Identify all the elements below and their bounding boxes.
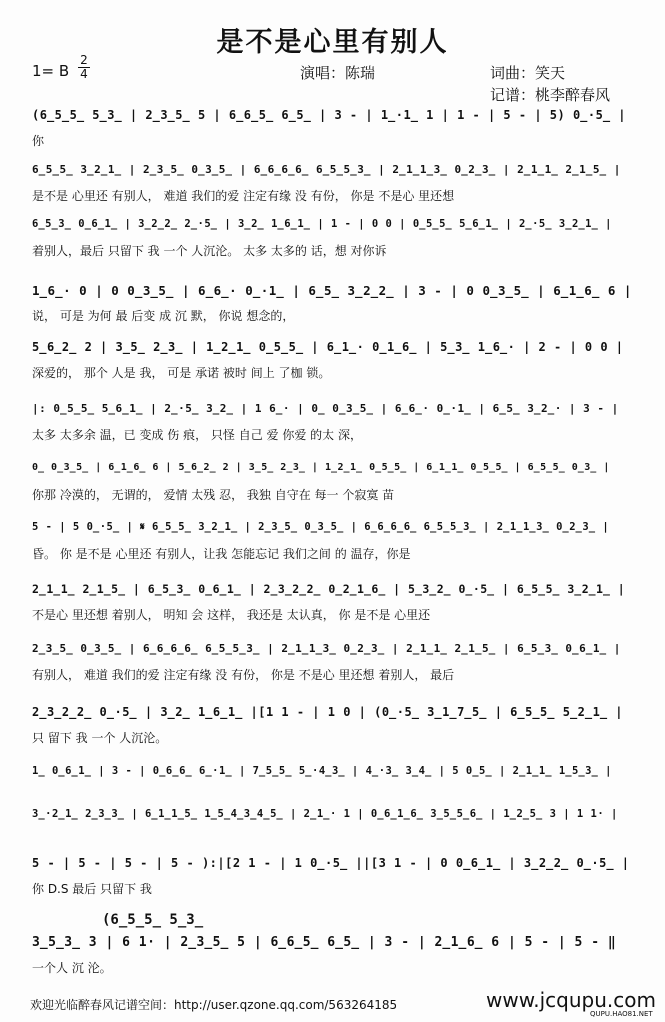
score-notes: 5 - | 5 - | 5 - | 5 - ):|[2 1 - | 1 0̲·5̲ ||[3 1 - | 0 0̲6̲1̲ | 3̲2̲2̲ 0̲·5̲ | (32, 856, 630, 870)
footer-watermark: www.jcqupu.com (486, 988, 656, 1012)
score-lyrics: 是不是 心里还 有别人， 难道 我们的爱 注定有缘 没 有份， 你是 不是心 里还想 (32, 189, 455, 203)
score-notes: 2̲1̲1̲ 2̲1̲5̲ | 6̲5̲3̲ 0̲6̲1̲ | 2̲3̲2̲2̲ 0̲2̲1̲6̲ | 5̲3̲2̲ 0̲·5̲ | 6̲5̲5̲ 3̲2̲1̲ | (32, 582, 626, 596)
score-lyrics: 太多 太多余 温，已 变成 伤 痕， 只怪 自己 爱 你爱 的太 深， (32, 428, 362, 442)
score-notes: 1̲6̲· 0 | 0 0̲3̲5̲ | 6̲6̲· 0̲·1̲ | 6̲5̲ 3̲2̲2̲ | 3 - | 0 0̲3̲5̲ | 6̲1̲6̲ 6 | (32, 283, 632, 298)
transcriber-credit: 记谱：桃李醉春风 (490, 86, 611, 104)
key-signature: 1= B (32, 62, 70, 80)
score-notes: 6̲5̲5̲ 3̲2̲1̲ | 2̲3̲5̲ 0̲3̲5̲ | 6̲6̲6̲6̲ 6̲5̲5̲3̲ | 2̲1̲1̲3̲ 0̲2̲3̲ | 2̲1̲1̲ 2̲1̲5̲ | (32, 163, 621, 176)
page-title: 是不是心里有别人 (216, 27, 449, 58)
footer-website-text: 欢迎光临醉春风记谱空间：http://user.qzone.qq.com/563264185 (30, 998, 398, 1012)
score-lyrics: 着别人，最后 只留下 我 一个 人沉沦。 太多 太多的 话，想 对你诉 (32, 244, 387, 258)
score-notes: 6̲5̲3̲ 0̲6̲1̲ | 3̲2̲2̲ 2̲·5̲ | 3̲2̲ 1̲6̲1̲ | 1 - | 0 0 | 0̲5̲5̲ 5̲6̲1̲ | 2̲·5̲ 3̲2̲1̲ | (32, 218, 612, 230)
score-lyrics: 有别人， 难道 我们的爱 注定有缘 没 有份， 你是 不是心 里还想 着别人， 最后 (32, 668, 455, 682)
score-notes: 5 - | 5 0̲·5̲ | 𝄋 6̲5̲5̲ 3̲2̲1̲ | 2̲3̲5̲ 0̲3̲5̲ | 6̲6̲6̲6̲ 6̲5̲5̲3̲ | 2̲1̲1̲3̲ 0̲2̲3̲ | (32, 521, 610, 533)
score-notes: 1̲ 0̲6̲1̲ | 3 - | 0̲6̲6̲ 6̲·1̲ | 7̲5̲5̲ 5̲·4̲3̲ | 4̲·3̲ 3̲4̲ | 5 0̲5̲ | 2̲1̲1̲ 1̲5̲3̲ | (32, 765, 612, 777)
footer-small-watermark: QUPU.HAO81.NET (590, 1010, 653, 1018)
score-lyrics: 深爱的， 那个 人是 我， 可是 承诺 被时 间上 了枷 锁。 (32, 366, 331, 380)
score-lyrics: 昏。 你 是不是 心里还 有别人，让我 怎能忘记 我们之间 的 温存，你是 (32, 547, 411, 561)
score-notes: 2̲3̲2̲2̲ 0̲·5̲ | 3̲2̲ 1̲6̲1̲ |[1 1 - | 1 0 | (0̲·5̲ 3̲1̲7̲5̲ | 6̲5̲5̲ 5̲2̲1̲ | (32, 705, 624, 719)
singer-credit: 演唱：陈瑞 (300, 64, 376, 82)
time-signature-bottom: 4 (80, 67, 88, 81)
score-lyrics: 说， 可是 为何 最 后变 成 沉 默， 你说 想念的， (32, 309, 295, 323)
score-notes: 0̲ 0̲3̲5̲ | 6̲1̲6̲ 6 | 5̲6̲2̲ 2 | 3̲5̲ 2̲3̲ | 1̲2̲1̲ 0̲5̲5̲ | 6̲1̲1̲ 0̲5̲5̲ | 6̲5̲5̲ 0̲3̲ | (32, 462, 610, 473)
score-notes: |: 0̲5̲5̲ 5̲6̲1̲ | 2̲·5̲ 3̲2̲ | 1 6̲· | 0̲ 0̲3̲5̲ | 6̲6̲· 0̲·1̲ | 6̲5̲ 3̲2̲· | 3 - | (32, 402, 619, 415)
score-notes: 3̲·2̲1̲ 2̲3̲3̲ | 6̲1̲1̲5̲ 1̲5̲4̲3̲4̲5̲ | 2̲1̲· 1 | 0̲6̲1̲6̲ 3̲5̲5̲6̲ | 1̲2̲5̲ 3 | 1 1· | (32, 808, 618, 820)
score-lyrics: 一个人 沉 沦。 (32, 961, 112, 975)
interlude-top-mark: (6̲5̲5̲ 5̲3̲ (102, 912, 204, 928)
score-lyrics: 你那 冷漠的， 无谓的， 爱情 太残 忍， 我独 自守在 每一 个寂寞 苗 (32, 488, 395, 502)
score-notes: 3̲5̲3̲ 3 | 6 1· | 2̲3̲5̲ 5 | 6̲6̲5̲ 6̲5̲ | 3 - | 2̲1̲6̲ 6 | 5 - | 5 - ‖ (32, 935, 617, 950)
time-signature-top: 2 (80, 53, 88, 67)
score-lyrics: 只 留下 我 一个 人沉沦。 (32, 731, 168, 745)
score-lyrics: 你 D.S 最后 只留下 我 (32, 882, 152, 896)
time-signature (78, 55, 90, 80)
score-lyrics: 你 (32, 134, 45, 148)
score-notes: 2̲3̲5̲ 0̲3̲5̲ | 6̲6̲6̲6̲ 6̲5̲5̲3̲ | 2̲1̲1̲3̲ 0̲2̲3̲ | 2̲1̲1̲ 2̲1̲5̲ | 6̲5̲3̲ 0̲6̲1̲ | (32, 642, 621, 655)
score-notes: 5̲6̲2̲ 2 | 3̲5̲ 2̲3̲ | 1̲2̲1̲ 0̲5̲5̲ | 6̲1̲· 0̲1̲6̲ | 5̲3̲ 1̲6̲· | 2 - | 0 0 | (32, 340, 624, 354)
score-notes: (6̲5̲5̲ 5̲3̲ | 2̲3̲5̲ 5 | 6̲6̲5̲ 6̲5̲ | 3 - | 1̲·1̲ 1 | 1 - | 5 - | 5) 0̲·5̲ | (32, 108, 627, 122)
lyricist-credit: 词曲：笑天 (490, 64, 566, 82)
score-lyrics: 不是心 里还想 着别人， 明知 会 这样， 我还是 太认真， 你 是不是 心里还 (32, 608, 431, 622)
